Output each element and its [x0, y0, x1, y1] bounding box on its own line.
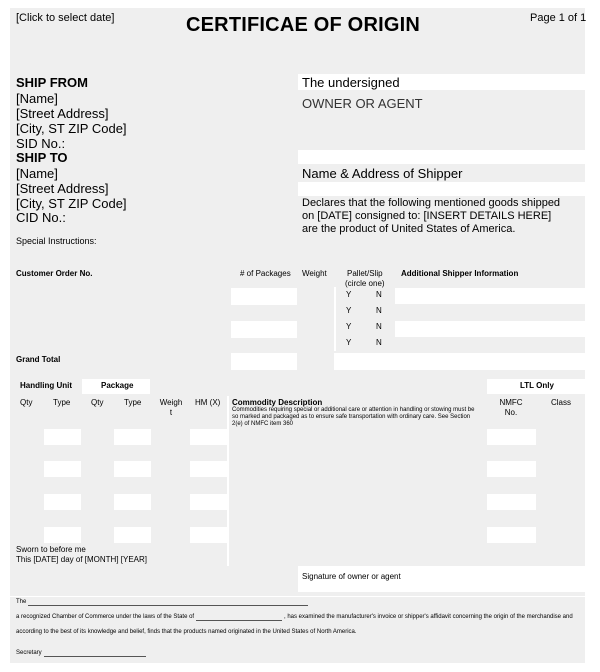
ship-from-heading: SHIP FROM: [16, 75, 88, 90]
nmfc-cell-3[interactable]: [487, 494, 536, 510]
type-header-2: Type: [124, 398, 142, 407]
package-type-cell-2[interactable]: [114, 461, 151, 477]
type-header-1: Type: [53, 398, 71, 407]
footer-secretary-blank[interactable]: [44, 656, 146, 657]
weight-header: Weight: [302, 269, 327, 278]
grand-total-packages[interactable]: [231, 353, 297, 370]
pallet-y-3[interactable]: Y: [346, 322, 352, 331]
shipper-label: Name & Address of Shipper: [302, 166, 463, 181]
pallet-n-4[interactable]: N: [376, 338, 382, 347]
hm-cell-4[interactable]: [190, 527, 227, 543]
nmfc-cell-4[interactable]: [487, 527, 536, 543]
package-type-cell-1[interactable]: [114, 429, 151, 445]
pallet-y-2[interactable]: Y: [346, 306, 352, 315]
package-type-cell-3[interactable]: [114, 494, 151, 510]
pallet-n-3[interactable]: N: [376, 322, 382, 331]
additional-info-cell-1[interactable]: [395, 288, 585, 304]
package-header: Package: [101, 381, 134, 390]
pallet-n-1[interactable]: N: [376, 290, 382, 299]
nmfc-cell-2[interactable]: [487, 461, 536, 477]
footer-according-text: according to the best of its knowledge and belief, finds that the products named originated in the United States of North America.: [16, 629, 357, 635]
commodity-description-header: Commodity Description: [232, 398, 323, 407]
pallet-subheader: (circle one): [345, 279, 385, 288]
hm-cell-3[interactable]: [190, 494, 227, 510]
handling-type-cell-3[interactable]: [44, 494, 81, 510]
owner-agent-label: OWNER OR AGENT: [302, 96, 423, 111]
sworn-line-2[interactable]: This [DATE] day of [MONTH] [YEAR]: [16, 555, 147, 564]
handling-unit-header: Handling Unit: [20, 381, 72, 390]
ship-from-sid: SID No.:: [16, 136, 66, 151]
ltl-only-header: LTL Only: [520, 381, 554, 390]
class-header: Class: [551, 398, 572, 407]
additional-info-cell-3[interactable]: [395, 321, 585, 337]
page-title: CERTIFICAE OF ORIGIN: [186, 14, 420, 36]
handling-type-cell-1[interactable]: [44, 429, 81, 445]
hm-header: HM (X): [195, 398, 221, 407]
footer-blank-1[interactable]: [28, 605, 308, 606]
ship-from-street[interactable]: [Street Address]: [16, 106, 109, 121]
commodity-note: Commodities requiring special or additional care or attention in handling or stowing must be so marked and packaged as to ensure safe transportation with ordinary care. See Section 2(e) of NMFC item 360: [232, 407, 475, 427]
pallet-header: Pallet/Slip: [347, 269, 383, 278]
handling-type-cell-2[interactable]: [44, 461, 81, 477]
sworn-line-1: Sworn to before me: [16, 545, 86, 554]
pallet-y-4[interactable]: Y: [346, 338, 352, 347]
hm-cell-2[interactable]: [190, 461, 227, 477]
ship-to-name[interactable]: [Name]: [16, 166, 58, 181]
ship-from-name[interactable]: [Name]: [16, 91, 58, 106]
special-instructions-label: Special Instructions:: [16, 236, 97, 246]
ship-to-city[interactable]: [City, ST ZIP Code]: [16, 196, 127, 211]
undersigned-label: The undersigned: [302, 75, 400, 90]
packages-cell-3[interactable]: [231, 321, 297, 338]
package-type-cell-4[interactable]: [114, 527, 151, 543]
date-picker[interactable]: [Click to select date]: [16, 12, 115, 24]
shipper-field-top[interactable]: [298, 150, 585, 164]
additional-info-header: Additional Shipper Information: [401, 269, 519, 278]
declaration-text: Declares that the following mentioned goods shipped on [DATE] consigned to: [INSERT DETAILS HERE] are the product of United States of America.: [302, 197, 561, 235]
nmfc-header: NMFC No.: [499, 398, 523, 417]
footer-the: The: [16, 599, 27, 605]
pallet-column-divider: [334, 287, 336, 351]
shipper-field-bottom[interactable]: [298, 182, 585, 196]
ship-from-city[interactable]: [City, ST ZIP Code]: [16, 121, 127, 136]
footer-examined-text: , has examined the manufacturer's invoice or shipper's affidavit concerning the origin of the merchandise and: [284, 614, 573, 620]
hm-cell-1[interactable]: [190, 429, 227, 445]
packages-header: # of Packages: [240, 269, 291, 278]
signature-label: Signature of owner or agent: [302, 572, 401, 581]
ship-to-street[interactable]: [Street Address]: [16, 181, 109, 196]
weight-header-2: Weigh t: [159, 398, 183, 417]
footer-secretary: Secretary: [16, 650, 42, 656]
ship-to-cid: CID No.:: [16, 210, 66, 225]
page-number: Page 1 of 1: [530, 12, 587, 24]
footer-divider: [10, 596, 585, 597]
grand-total-label: Grand Total: [16, 355, 61, 364]
footer-chamber-text: a recognized Chamber of Commerce under the laws of the State of: [16, 614, 195, 620]
qty-header-1: Qty: [20, 398, 33, 407]
packages-cell-1[interactable]: [231, 288, 297, 305]
footer-blank-state[interactable]: [196, 620, 282, 621]
pallet-y-1[interactable]: Y: [346, 290, 352, 299]
grand-total-other[interactable]: [334, 353, 585, 370]
pallet-n-2[interactable]: N: [376, 306, 382, 315]
commodity-divider: [227, 396, 229, 566]
nmfc-cell-1[interactable]: [487, 429, 536, 445]
handling-type-cell-4[interactable]: [44, 527, 81, 543]
qty-header-2: Qty: [91, 398, 104, 407]
ship-to-heading: SHIP TO: [16, 150, 68, 165]
customer-order-header: Customer Order No.: [16, 269, 93, 278]
